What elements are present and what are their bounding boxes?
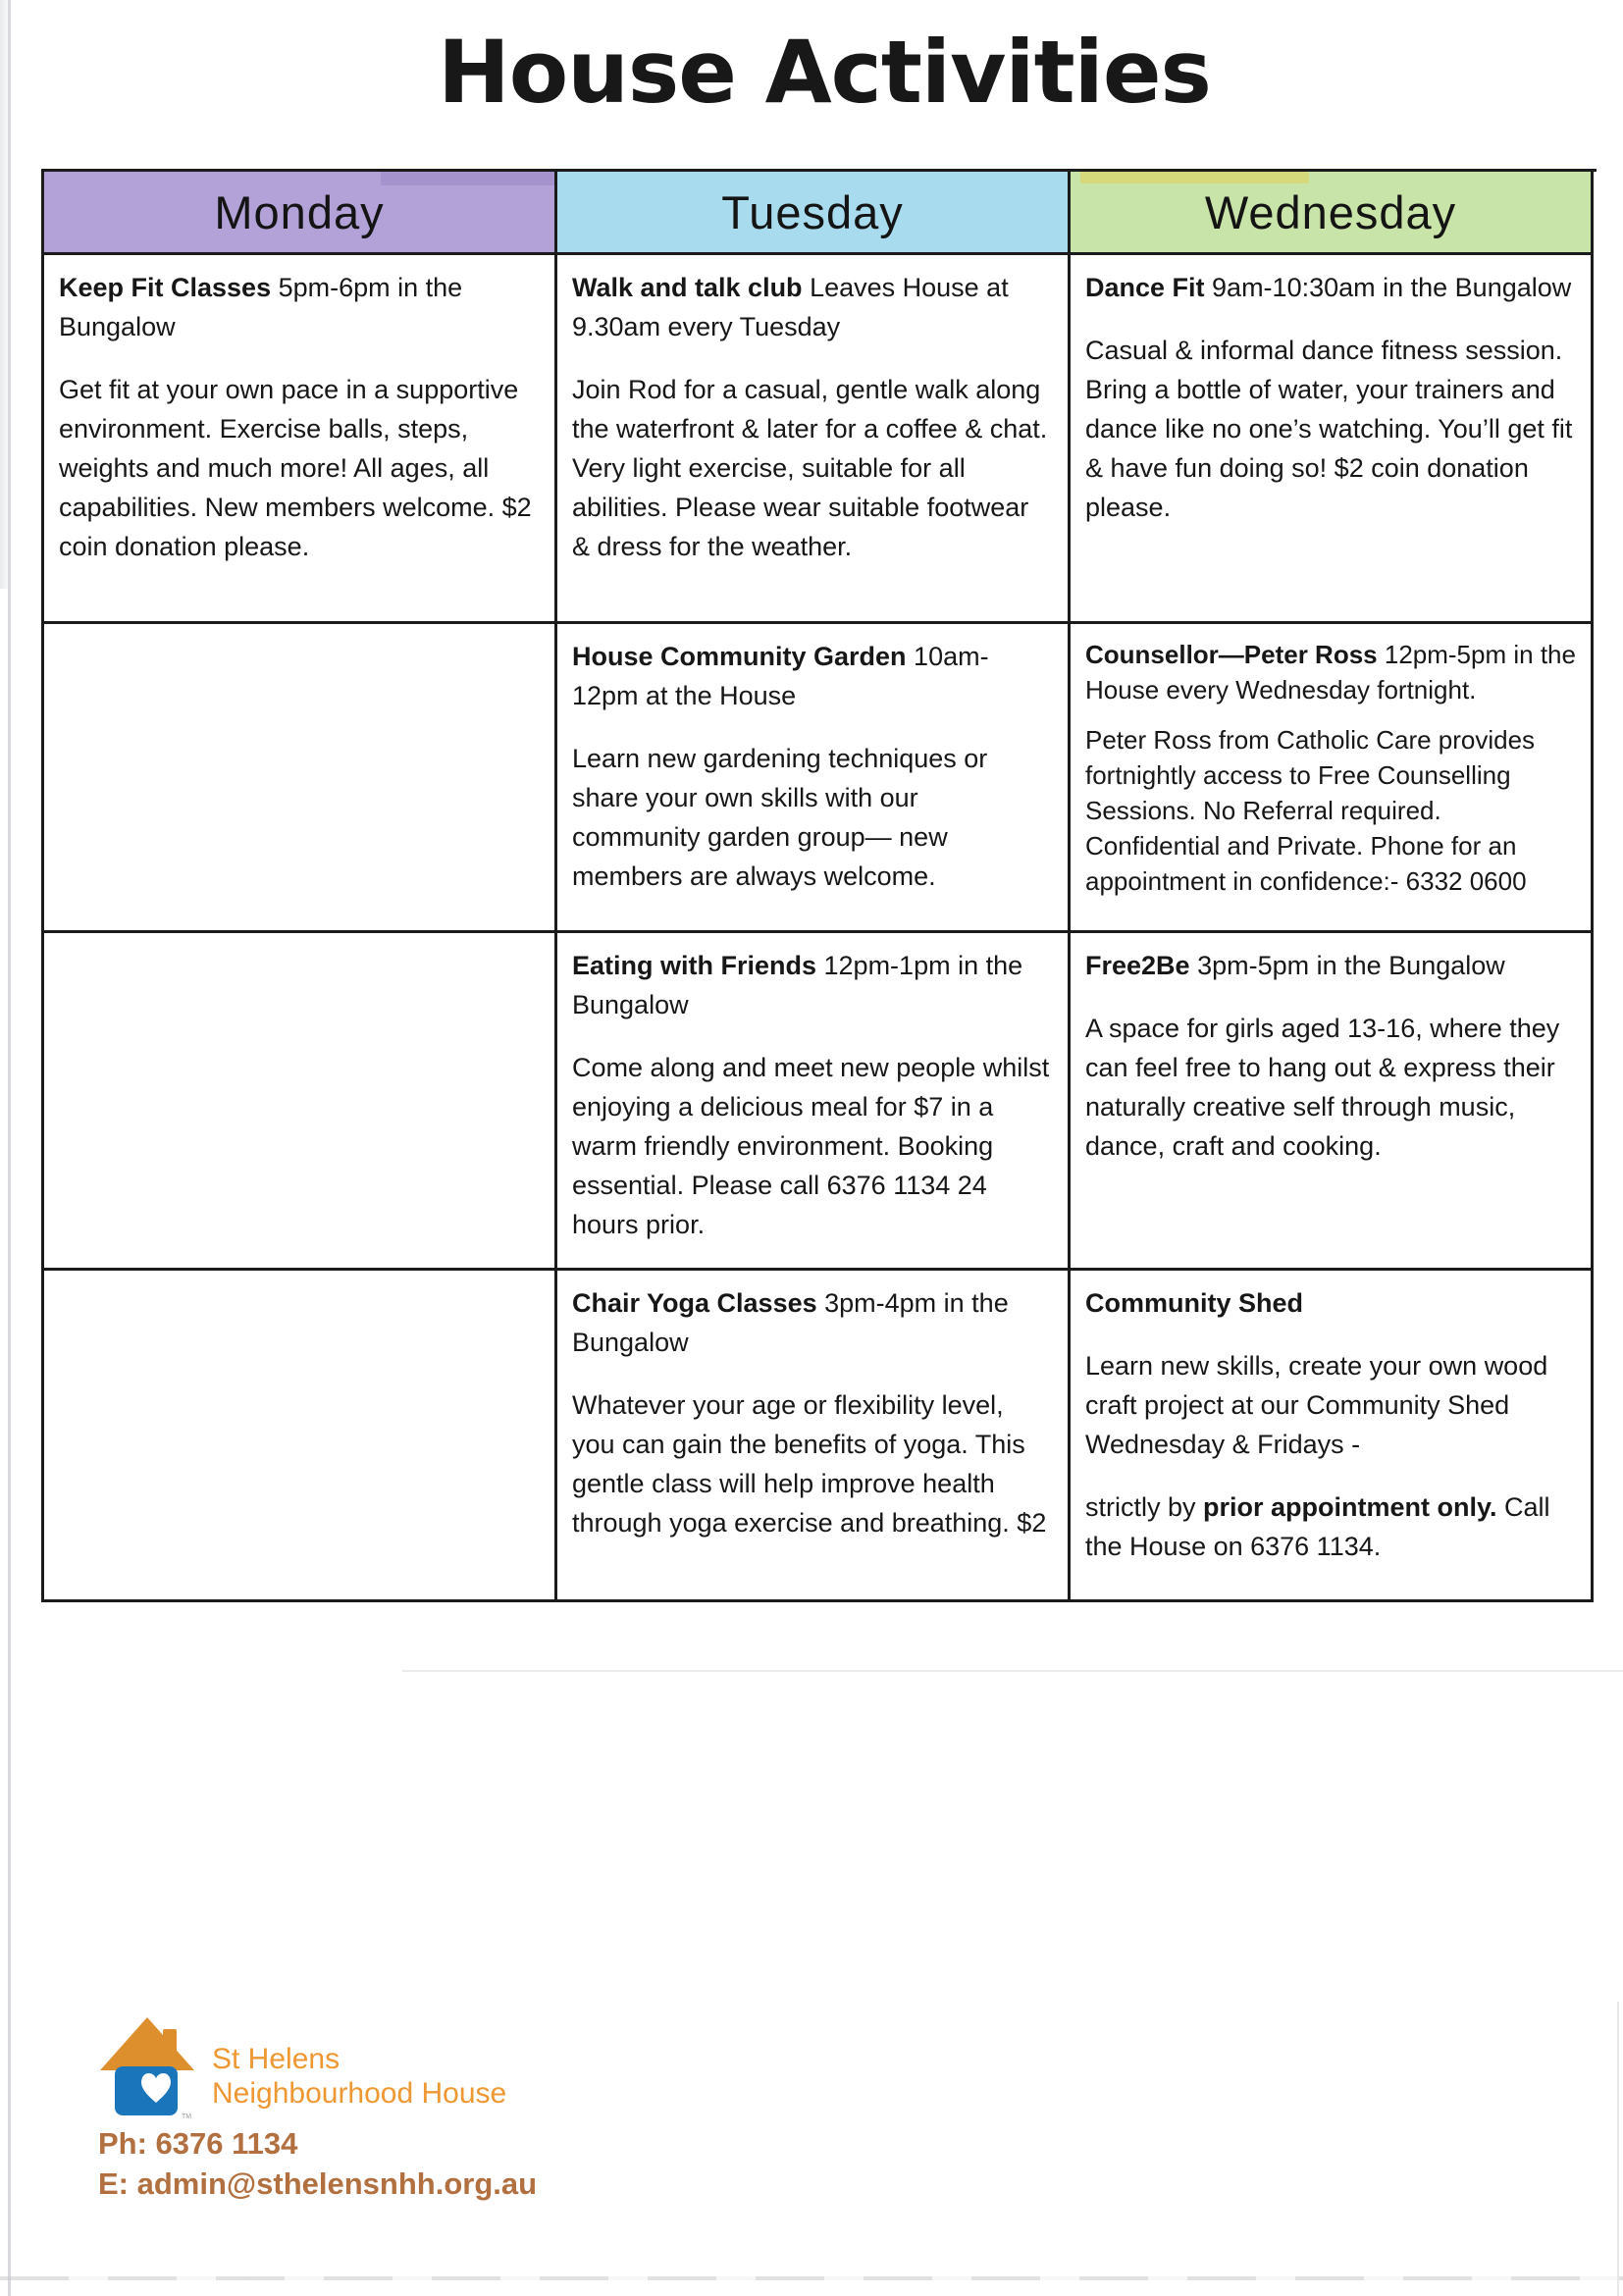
activity-paragraph: Community Shed: [1085, 1288, 1304, 1318]
activity-cell: [1071, 933, 1594, 1271]
activities-table: [41, 169, 1597, 1602]
activity-paragraph: Join Rod for a casual, gentle walk along the waterfront & later for a coffee & chat. Very light exercise, suitable for all abilities. Please wear suitable footwear & dress for the weather.: [572, 375, 1048, 561]
page-title: House Activities: [438, 22, 1211, 123]
day-header-label: Monday: [214, 185, 385, 238]
activity-cell: [557, 1271, 1071, 1602]
activity-paragraph: Keep Fit Classes 5pm-6pm in the Bungalow: [59, 273, 463, 341]
scan-artifact-bottom-line: [0, 2276, 1623, 2280]
activity-paragraph: Chair Yoga Classes 3pm-4pm in the Bungalow: [572, 1288, 1009, 1357]
activity-paragraph: Peter Ross from Catholic Care provides fortnightly access to Free Counselling Sessions. No Referral required. Confidential and Private. Phone for an appointment in confidence:- 6332 0600: [1085, 725, 1536, 896]
scan-artifact-streak: [1080, 172, 1309, 183]
email-line: E: admin@sthelensnhh.org.au: [98, 2166, 538, 2201]
brand-row: [98, 2014, 537, 2119]
day-header-label: Wednesday: [1204, 185, 1457, 238]
activity-paragraph: Whatever your age or flexibility level, you can gain the benefits of yoga. This gentle class will help improve health through yoga exercise and breathing. $2: [572, 1390, 1047, 1538]
activity-cell: [1071, 624, 1594, 933]
activity-paragraph: Learn new skills, create your own wood craft project at our Community Shed Wednesday & Fridays -: [1085, 1351, 1548, 1459]
activity-cell: [44, 624, 557, 933]
activity-cell: [557, 255, 1071, 624]
scan-artifact-right-edge: [1617, 2002, 1619, 2296]
activity-paragraph: Eating with Friends 12pm-1pm in the Bungalow: [572, 951, 1023, 1019]
activity-paragraph: Get fit at your own pace in a supportive environment. Exercise balls, steps, weights and much more! All ages, all capabilities. New members welcome. $2 coin donation please.: [59, 375, 532, 561]
activity-paragraph: Free2Be 3pm-5pm in the Bungalow: [1085, 951, 1505, 980]
activity-cell: [44, 933, 557, 1271]
logo-trademark: TM: [182, 2113, 192, 2119]
day-header-label: Tuesday: [721, 185, 904, 238]
phone-line: Ph: 6376 1134: [98, 2126, 298, 2161]
activity-paragraph: A space for girls aged 13-16, where they can feel free to hang out & express their naturally creative self through music, dance, craft and cooking.: [1085, 1014, 1560, 1161]
org-name-line1: St Helens: [212, 2043, 340, 2075]
day-header-monday: [44, 172, 557, 255]
org-name-line2: Neighbourhood House: [212, 2077, 507, 2110]
scan-artifact-mid-line: [402, 1670, 1623, 1672]
activity-cell: [557, 933, 1071, 1271]
activity-cell: [557, 624, 1071, 933]
activity-paragraph: Dance Fit 9am-10:30am in the Bungalow: [1085, 273, 1572, 302]
day-header-tuesday: [557, 172, 1071, 255]
activity-paragraph: Come along and meet new people whilst enjoying a delicious meal for $7 in a warm friendly environment. Booking essential. Please call 6376 1134 24 hours prior.: [572, 1053, 1050, 1239]
org-names: [212, 2014, 506, 2119]
activity-paragraph: Casual & informal dance fitness session. Bring a bottle of water, your trainers and dance like no one’s watching. You’ll get fit & have fun doing so! $2 coin donation please.: [1085, 336, 1573, 522]
scan-artifact-left-edge: [8, 0, 11, 2296]
activity-paragraph: Learn new gardening techniques or share your own skills with our community garden group— new members are always welcome.: [572, 744, 988, 891]
activity-paragraph: Walk and talk club Leaves House at 9.30am every Tuesday: [572, 273, 1009, 341]
activity-cell: [44, 1271, 557, 1602]
day-header-wednesday: [1071, 172, 1594, 255]
scan-artifact-streak: [381, 172, 554, 185]
activity-paragraph: strictly by prior appointment only. Call the House on 6376 1134.: [1085, 1492, 1550, 1561]
house-heart-logo-icon: [98, 2014, 196, 2119]
activity-paragraph: House Community Garden 10am-12pm at the House: [572, 642, 989, 710]
activity-cell: [44, 255, 557, 624]
activity-cell: [1071, 255, 1594, 624]
activity-paragraph: Counsellor—Peter Ross 12pm-5pm in the House every Wednesday fortnight.: [1085, 640, 1576, 704]
activity-cell: [1071, 1271, 1594, 1602]
footer: [98, 2014, 537, 2204]
